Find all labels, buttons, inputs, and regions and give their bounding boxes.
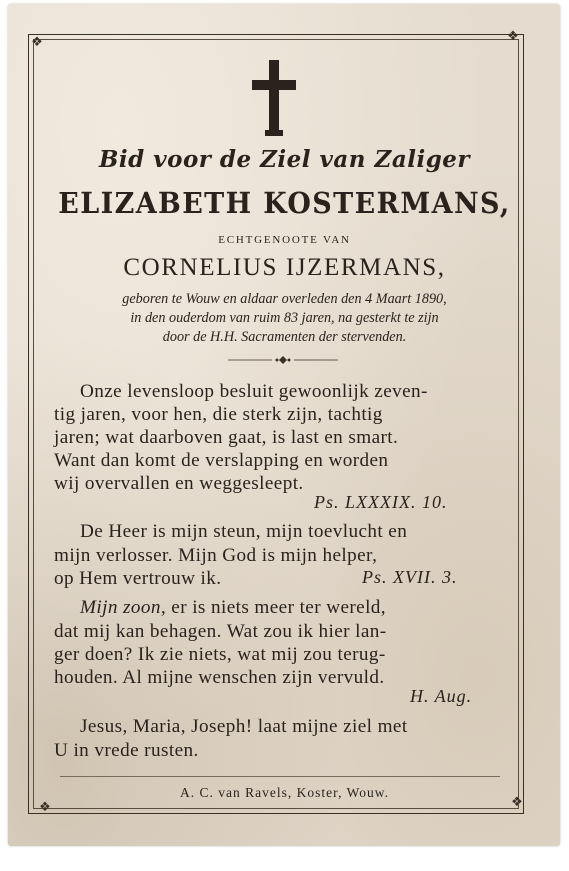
- deceased-name: ELIZABETH KOSTERMANS,: [58, 186, 511, 220]
- cross-icon: [252, 60, 296, 136]
- passage-line: ger doen? Ik zie niets, wat mij zou terug-: [54, 644, 386, 665]
- corner-ornament-icon: ❖: [39, 800, 51, 815]
- passage-line: tig jaren, voor hen, die sterk zijn, tachtig: [54, 404, 383, 425]
- passage-line: op Hem vertrouw ik.: [54, 568, 222, 589]
- corner-ornament-icon: ❖: [511, 795, 523, 810]
- passage-lead: Mijn zoon,: [80, 597, 167, 618]
- corner-ornament-icon: ❖: [507, 29, 519, 44]
- divider-ornament-icon: [228, 355, 338, 365]
- passage-line-rest: er is niets meer ter wereld,: [166, 597, 387, 618]
- passage-line: U in vrede rusten.: [54, 740, 199, 761]
- passage-line: Onze levensloop besluit gewoonlijk zeven-: [80, 381, 428, 402]
- footer-divider: [60, 776, 500, 777]
- details-line: in den ouderdom van ruim 83 jaren, na gesterkt te zijn: [130, 310, 439, 326]
- prayer-heading: Bid voor de Ziel van Zaliger: [98, 146, 471, 173]
- details-line: door de H.H. Sacramenten der stervenden.: [162, 329, 407, 345]
- passage-line: [80, 597, 510, 619]
- passage-line: De Heer is mijn steun, mijn toevlucht en: [80, 521, 408, 542]
- passage-line: Jesus, Maria, Joseph! laat mijne ziel met: [80, 716, 408, 737]
- details-line: geboren te Wouw en aldaar overleden den 4 Maart 1890,: [122, 291, 447, 307]
- scripture-reference: Ps. LXXXIX. 10.: [314, 492, 448, 512]
- passage-line: houden. Al mijne wenschen zijn vervuld.: [54, 667, 385, 688]
- passage-line: wij overvallen en weggesleept.: [54, 473, 304, 494]
- scripture-reference: H. Aug.: [410, 686, 473, 706]
- printer-credit: A. C. van Ravels, Koster, Wouw.: [180, 785, 389, 800]
- spouse-label: ECHTGENOOTE VAN: [218, 234, 351, 246]
- scripture-reference: Ps. XVII. 3.: [362, 567, 458, 587]
- passage-line: mijn verlosser. Mijn God is mijn helper,: [54, 545, 378, 566]
- passage-line: Want dan komt de verslapping en worden: [54, 450, 389, 471]
- passage-line: jaren; wat daarboven gaat, is last en smart.: [54, 427, 399, 448]
- passage-line: dat mij kan behagen. Wat zou ik hier lan-: [54, 621, 387, 642]
- spouse-name: CORNELIUS IJZERMANS,: [123, 254, 446, 281]
- corner-ornament-icon: ❖: [31, 35, 43, 50]
